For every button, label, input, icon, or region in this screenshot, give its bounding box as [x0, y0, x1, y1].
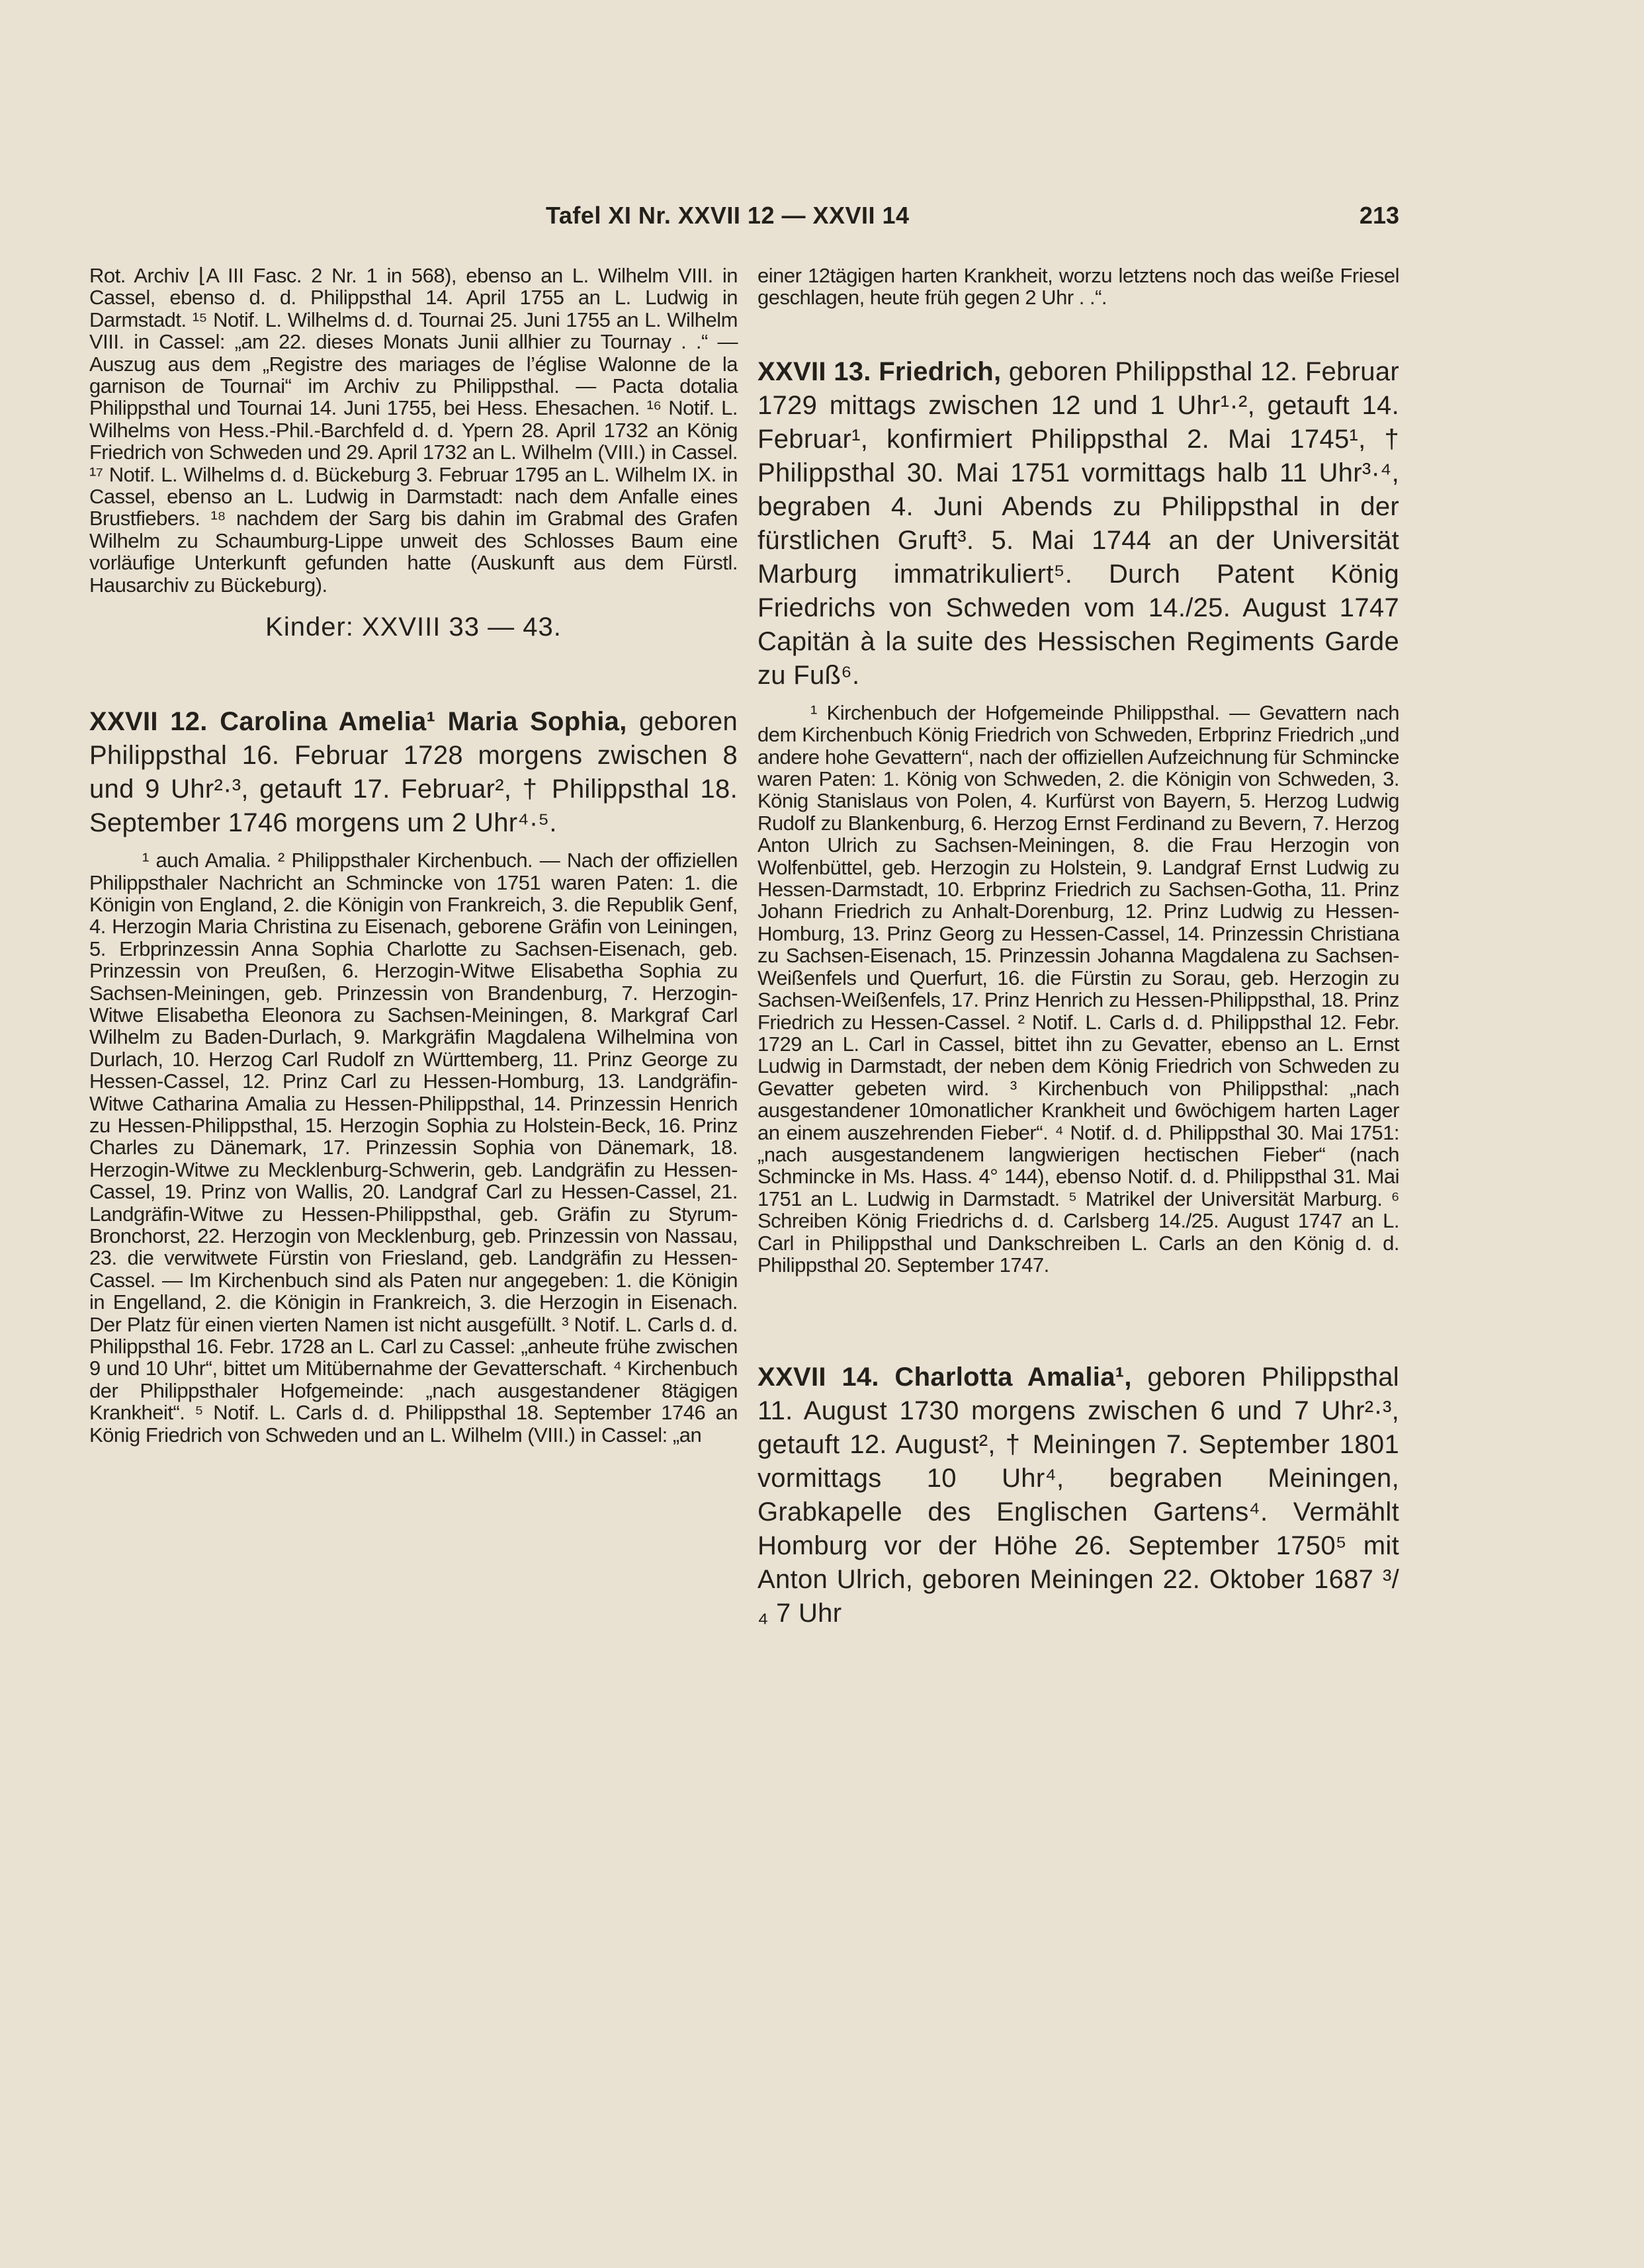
entry-id: XXVII 12.	[89, 707, 208, 737]
running-header	[89, 202, 1399, 241]
footnotes-continued: Rot. Archiv ⌊A III Fasc. 2 Nr. 1 in 568), ebenso an L. Wilhelm VIII. in Cassel, ebenso d. d. Philippsthal 14. April 1755 an L. Ludwig in Darmstadt. ¹⁵ Notif. L. Wilhelms d. d. Tournai 25. Juni 1755 an L. Wilhelm VIII. in Cassel: „am 22. dieses Monats Junii allhier zu Tournay . .“ — Auszug aus dem „Registre des mariages de l’église Walonne de la garnison de Tournai“ im Archiv zu Philippsthal. — Pacta dotalia Philippsthal und Tournai 14. Juni 1755, bei Hess. Ehesachen. ¹⁶ Notif. L. Wilhelms von Hess.-Phil.-Barchfeld d. d. Ypern 28. April 1732 an König Friedrich von Schweden und 29. April 1732 an L. Wilhelm (VIII.) in Cassel. ¹⁷ Notif. L. Wilhelms d. d. Bückeburg 3. Februar 1795 an L. Wilhelm IX. in Cassel, ebenso an L. Ludwig in Darmstadt: nach dem Anfalle eines Brustfiebers. ¹⁸ nachdem der Sarg bis dahin im Grabmal des Grafen Wilhelm zu Schaumburg-Lippe unweit des Schlosses Baum eine vorläufige Unterkunft gefunden hatte (Auskunft aus dem Fürstl. Hausarchiv zu Bückeburg).	[89, 264, 738, 597]
page-number: 213	[1359, 202, 1399, 229]
entry-xxvii-13	[757, 355, 1399, 693]
entry-name: Carolina Amelia¹ Maria Sophia,	[220, 707, 627, 737]
right-column	[757, 265, 1399, 1630]
entry-xxvii-14	[757, 1361, 1399, 1630]
entry-text: geboren Philippsthal 11. August 1730 morgens zwischen 6 und 7 Uhr²·³, getauft 12. August², † Meiningen 7. September 1801 vormittags 10 Uhr⁴, begraben Meiningen, Grabkapelle des Englischen Gartens⁴. Vermählt Homburg vor der Höhe 26. September 1750⁵ mit Anton Ulrich, geboren Meiningen 22. Oktober 1687 ³/₄ 7 Uhr	[757, 1363, 1399, 1628]
left-column	[89, 265, 738, 1446]
entry-text: geboren Philippsthal 16. Februar 1728 morgens zwischen 8 und 9 Uhr²·³, getauft 17. Februar², † Philippsthal 18. September 1746 morgens um 2 Uhr⁴·⁵.	[89, 707, 738, 838]
children-reference: Kinder: XXVIII 33 — 43.	[265, 612, 562, 642]
entry-name: Friedrich,	[879, 357, 1002, 386]
entry-xxvii-12	[89, 705, 738, 840]
footnotes-xxvii-12: ¹ auch Amalia. ² Philippsthaler Kirchenbuch. — Nach der offiziellen Philippsthaler Nachricht an Schmincke von 1751 waren Paten: 1. die Königin von England, 2. die Königin von Frankreich, 3. die Republik Genf, 4. Herzogin Maria Christina zu Eisenach, geborene Gräfin von Leiningen, 5. Erbprinzessin Anna Sophia Charlotte zu Sachsen-Eisenach, geb. Prinzessin von Preußen, 6. Herzogin-Witwe Elisabetha Sophia zu Sachsen-Meiningen, geb. Prinzessin von Brandenburg, 7. Herzogin-Witwe Elisabetha Eleonora zu Sachsen-Meiningen, 8. Markgraf Carl Wilhelm zu Baden-Durlach, 9. Markgräfin Magdalena Wilhelmina von Durlach, 10. Herzog Carl Rudolf zn Württemberg, 11. Prinz George zu Hessen-Cassel, 12. Prinz Carl zu Hessen-Homburg, 13. Landgräfin-Witwe Catharina Amalia zu Hessen-Philippsthal, 14. Prinzessin Henrich zu Hessen-Philippsthal, 15. Herzogin Sophia zu Holstein-Beck, 16. Prinz Charles zu Dänemark, 17. Prinzessin Sophia von Dänemark, 18. Herzogin-Witwe zu Mecklenburg-Schwerin, geb. Landgräfin zu Hessen-Cassel, 19. Prinz von Wallis, 20. Landgraf Carl zu Hessen-Cassel, 21. Landgräfin-Witwe zu Hessen-Philippsthal, geb. Gräfin zu Styrum-Bronchorst, 22. Herzogin von Mecklenburg, geb. Prinzessin von Nassau, 23. die verwitwete Fürstin von Friesland, geb. Landgräfin zu Hessen-Cassel. — Im Kirchenbuch sind als Paten nur angegeben: 1. die Königin in Engelland, 2. die Königin in Frankreich, 3. die Herzogin in Eisenach. Der Platz für einen vierten Namen ist nicht ausgefüllt. ³ Notif. L. Carls d. d. Philippsthal 16. Febr. 1728 an L. Carl zu Cassel: „anheute frühe zwischen 9 und 10 Uhr“, bittet um Mitübernahme der Gevatterschaft. ⁴ Kirchenbuch der Philippsthaler Hofgemeinde: „nach ausgestandener 8tägigen Krankheit“. ⁵ Notif. L. Carls d. d. Philippsthal 18. September 1746 an König Friedrich von Schweden und an L. Wilhelm (VIII.) in Cassel: „an	[89, 849, 738, 1447]
entry-name: Charlotta Amalia¹,	[894, 1363, 1132, 1392]
entry-id: XXVII 13.	[757, 357, 871, 386]
running-title: Tafel XI Nr. XXVII 12 — XXVII 14	[546, 202, 910, 229]
entry-text: geboren Philippsthal 12. Februar 1729 mittags zwischen 12 und 1 Uhr¹·², getauft 14. Februar¹, konfirmiert Philippsthal 2. Mai 1745¹, † Philippsthal 30. Mai 1751 vormittags halb 11 Uhr³·⁴, begraben 4. Juni Abends zu Philippsthal in der fürstlichen Gruft³. 5. Mai 1744 an der Universität Marburg immatrikuliert⁵. Durch Patent König Friedrichs von Schweden vom 14./25. August 1747 Capitän à la suite des Hessischen Regiments Garde zu Fuß⁶.	[757, 357, 1399, 690]
footnotes-continued: einer 12tägigen harten Krankheit, worzu letztens noch das weiße Friesel geschlagen, heute früh gegen 2 Uhr . .“.	[757, 264, 1399, 310]
footnotes-xxvii-13: ¹ Kirchenbuch der Hofgemeinde Philippsthal. — Gevattern nach dem Kirchenbuch König Friedrich von Schweden, Erbprinz Friedrich „und andere hohe Gevattern“, nach der offiziellen Aufzeichnung für Schmincke waren Paten: 1. König von Schweden, 2. die Königin von Schweden, 3. König Stanislaus von Polen, 4. Kurfürst von Bayern, 5. Herzog Ludwig Rudolf zu Blankenburg, 6. Herzog Ernst Ferdinand zu Bevern, 7. Herzog Anton Ulrich zu Sachsen-Meiningen, 8. die Frau Herzogin von Wolfenbüttel, geb. Herzogin zu Holstein, 9. Landgraf Ernst Ludwig zu Hessen-Darmstadt, 10. Erbprinz Friedrich zu Sachsen-Gotha, 11. Prinz Johann Friedrich zu Anhalt-Dorenburg, 12. Prinz Ludwig zu Hessen-Homburg, 13. Prinz Georg zu Hessen-Cassel, 14. Prinzessin Christiana zu Sachsen-Eisenach, 15. Prinzessin Johanna Magdalena zu Sachsen-Weißenfels und Querfurt, 16. die Fürstin zu Sorau, geb. Herzogin zu Sachsen-Weißenfels, 17. Prinz Henrich zu Hessen-Philippsthal, 18. Prinz Friedrich zu Hessen-Cassel. ² Notif. L. Carls d. d. Philippsthal 12. Febr. 1729 an L. Carl in Cassel, bittet ihn zu Gevatter, ebenso an L. Ernst Ludwig in Darmstadt, der neben dem König Friedrich von Schweden zu Gevatter gebeten wird. ³ Kirchenbuch von Philippsthal: „nach ausgestandener 10monatlicher Krankheit und 6wöchigem harten Lager an einem auszehrenden Fieber“. ⁴ Notif. d. d. Philippsthal 30. Mai 1751: „nach ausgestandenem langwierigen hectischen Fieber“ (nach Schmincke in Ms. Hass. 4° 144), ebenso Notif. d. d. Philippsthal 31. Mai 1751 an L. Ludwig in Darmstadt. ⁵ Matrikel der Universität Marburg. ⁶ Schreiben König Friedrichs d. d. Carlsberg 14./25. August 1747 an L. Carl in Philippsthal und Dankschreiben L. Carls an den König d. d. Philippsthal 20. September 1747.	[757, 700, 1399, 1277]
entry-id: XXVII 14.	[757, 1363, 879, 1392]
